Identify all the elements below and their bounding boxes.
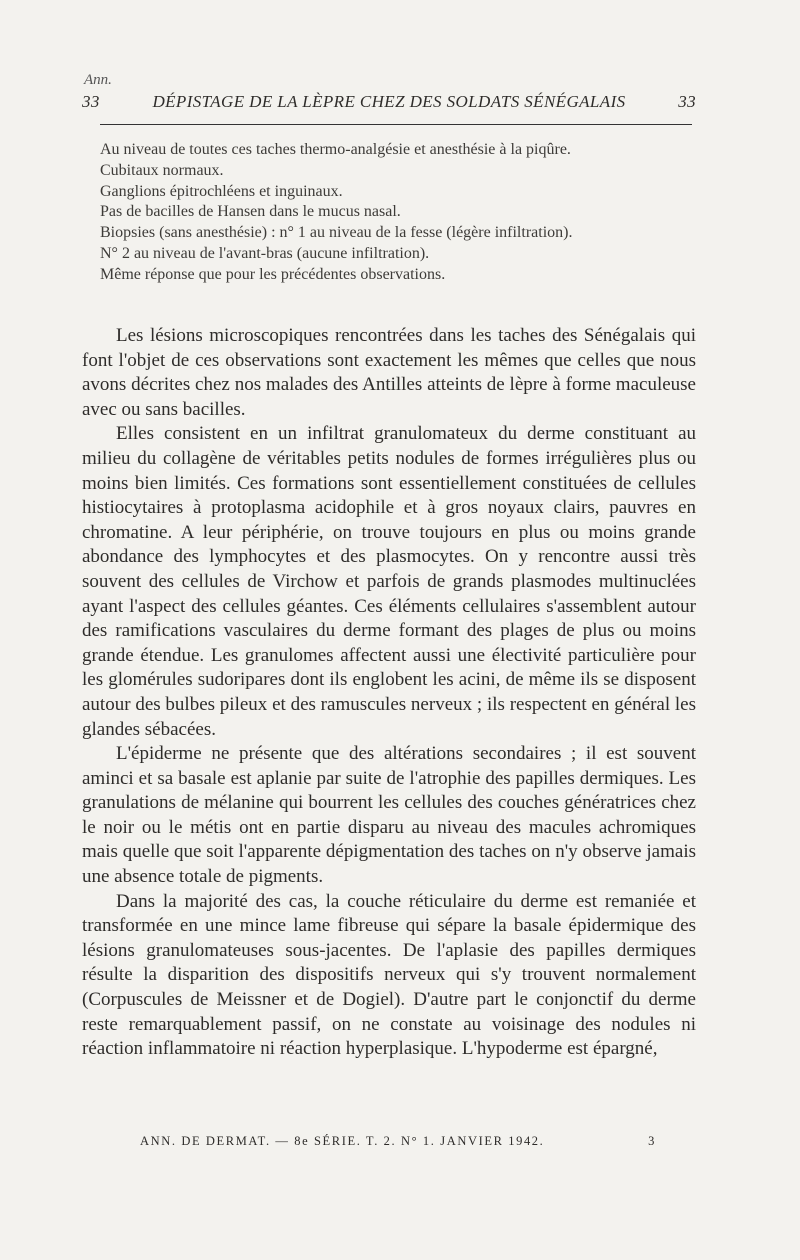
paragraph: Les lésions microscopiques rencontrées dans les taches des Sénégalais qui font l'objet de ces observations sont exactement les mêmes que celles que nous avons décrites chez nos malades des Antilles atteints de lèpre à forme maculeuse avec ou sans bacilles. [82,325,696,420]
note-line: Au niveau de toutes ces taches thermo-analgésie et anesthésie à la piqûre. [100,141,571,158]
paragraph: L'épiderme ne présente que des altérations secondaires ; il est souvent aminci et sa basale est aplanie par suite de l'atrophie des papilles dermiques. Les granulations de mélanine qui bourrent les cellules des couches génératrices chez le noir ou le métis ont en partie disparu au niveau des macules achromiques mais quelle que soit l'apparente dépigmentation des taches on n'y observe jamais une absence totale de pigments. [82,743,696,888]
note-line: Cubitaux normaux. [100,161,224,179]
note-line: Même réponse que pour les précédentes observations. [100,265,446,283]
paragraph: Elles consistent en un infiltrat granulomateux du derme constituant au milieu du collagène de véritables petits nodules de formes irrégulières plus ou moins bien limités. Ces formations sont essentiellement constituées de cellules histiocytaires à protoplasma acidophile et à gros noyaux clairs, pauvres en chromatine. A leur périphérie, on trouve toujours en plus ou moins grande abondance des lymphocytes et des plasmocytes. On y rencontre aussi très souvent des cellules de Virchow et parfois de grands plasmodes multinuclées ayant l'aspect des cellules géantes. Ces éléments cellulaires s'assemblent autour des ramifications vasculaires du derme formant des plages de plus ou moins grande étendue. Les granulomes affectent aussi une électivité particulière pour les glomérules sudoripares dont ils englobent les acini, de même ils se disposent autour des bulbes pileux et des ramuscules nerveux ; ils respectent en général les glandes sébacées. [82,423,696,740]
observation-notes [82,140,696,286]
note-line: Ganglions épitrochléens et inguinaux. [100,182,343,200]
page-footer [140,1134,656,1149]
note-line: Biopsies (sans anesthésie) : n° 1 au niveau de la fesse (légère infiltration). [100,224,573,242]
note-line: Pas de bacilles de Hansen dans le mucus nasal. [100,203,401,221]
paragraph: Dans la majorité des cas, la couche réticulaire du derme est remaniée et transformée en une mince lame fibreuse qui sépare la basale épidermique des lésions granulomateuses sous-jacentes. De l'aplasie des papilles dermiques résulte la disparition des dispositifs nerveux qui s'y trouvent normalement (Corpuscules de Meissner et de Dogiel). D'autre part le conjonctif du derme reste remarquablement passif, on ne constate au voisinage des nodules ni réaction inflammatoire ni réaction hyperplasique. L'hypoderme est épargné, [82,890,696,1060]
handwritten-annotation: Ann. [84,72,112,88]
journal-citation: ANN. DE DERMAT. — 8e SÉRIE. T. 2. N° 1. JANVIER 1942. [140,1134,545,1148]
page-number-right: 33 [678,92,696,111]
running-title: DÉPISTAGE DE LA LÈPRE CHEZ DES SOLDATS SÉNÉGALAIS [152,92,626,111]
note-line: N° 2 au niveau de l'avant-bras (aucune infiltration). [100,244,430,262]
signature-mark: 3 [648,1134,656,1148]
running-header [82,92,696,112]
page-number-left: 33 [82,92,100,111]
main-text [82,324,696,1062]
header-rule [100,124,692,125]
